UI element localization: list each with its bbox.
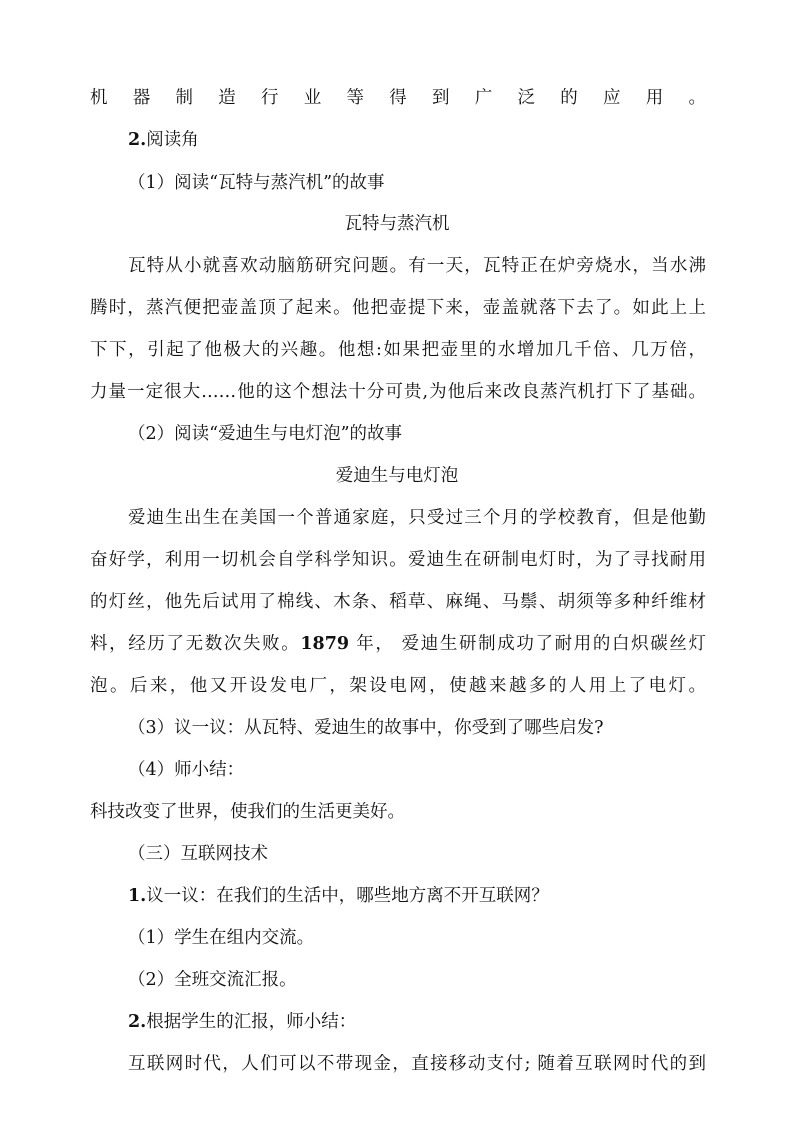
paragraph-line	[0, 548, 706, 572]
subsection-title: （2）阅读“爱迪生与电灯泡”的故事	[128, 424, 403, 444]
paragraph-line	[0, 590, 706, 614]
paragraph-line	[0, 506, 706, 530]
subsection-title: （1）阅读“瓦特与蒸汽机”的故事	[128, 173, 385, 193]
year-number: 1879	[300, 634, 350, 654]
line-text: 泡。后来，他又开设发电厂，架设电网，使越来越多的人用上了电灯。	[90, 676, 706, 696]
story-title-text: 爱迪生与电灯泡	[335, 466, 459, 486]
subsection-title: （2）全班交流汇报。	[128, 970, 297, 990]
line-text: 力量一定很大……他的这个想法十分可贵,为他后来改良蒸汽机打下了基础。	[90, 382, 706, 402]
subsection-title: （4）师小结：	[128, 760, 245, 780]
paragraph-line	[0, 800, 794, 824]
section-heading	[0, 128, 794, 152]
paragraph-line	[0, 254, 706, 278]
paragraph-line	[0, 1052, 706, 1076]
line-text: 料，经历了无数次失败。	[90, 634, 301, 654]
paragraph-line	[0, 296, 706, 320]
subsection-heading	[0, 422, 794, 446]
paragraph-line	[0, 380, 706, 404]
line-text: 的灯丝，他先后试用了棉线、木条、稻草、麻绳、马鬃、胡须等多种纤维材	[90, 592, 706, 612]
paragraph-line	[0, 632, 706, 656]
section-heading	[0, 1010, 794, 1034]
paragraph-line	[0, 338, 706, 362]
line-text: 爱迪生出生在美国一个普通家庭，只受过三个月的学校教育，但是他勤	[128, 508, 706, 528]
section-heading	[0, 884, 794, 908]
section-title: 议一议：在我们的生活中，哪些地方离不开互联网？	[146, 886, 549, 906]
subsection-heading	[0, 716, 794, 740]
section-title: （三）互联网技术	[128, 844, 268, 864]
subsection-heading	[0, 758, 794, 782]
section-title: 根据学生的汇报，师小结：	[146, 1012, 357, 1032]
subsection-heading	[0, 926, 794, 950]
line-text: 年， 爱迪生研制成功了耐用的白炽碳丝灯	[349, 634, 707, 654]
story-title	[0, 212, 794, 236]
line-text: 机器制造行业等得到广泛的应用。	[90, 88, 706, 108]
subsection-title: （3）议一议：从瓦特、爱迪生的故事中，你受到了哪些启发?	[128, 718, 604, 738]
subsection-heading	[0, 968, 794, 992]
section-number: 2.	[128, 1012, 147, 1032]
line-text: 互联网时代，人们可以不带现金，直接移动支付; 随着互联网时代的到	[128, 1054, 706, 1074]
line-text: 腾时，蒸汽便把壶盖顶了起来。他把壶提下来，壶盖就落下去了。如此上上	[90, 298, 706, 318]
section-number: 2.	[128, 130, 147, 150]
line-text: 科技改变了世界，使我们的生活更美好。	[90, 802, 405, 822]
story-title-text: 瓦特与蒸汽机	[344, 214, 450, 234]
section-heading	[0, 842, 794, 866]
section-title: 阅读角	[146, 130, 199, 150]
story-title	[0, 464, 794, 488]
subsection-title: （1）学生在组内交流。	[128, 928, 315, 948]
line-text: 下下，引起了他极大的兴趣。他想:如果把壶里的水增加几千倍、几万倍，	[90, 340, 706, 360]
section-number: 1.	[128, 886, 147, 906]
subsection-heading	[0, 171, 794, 195]
line-text: 奋好学，利用一切机会自学科学知识。爱迪生在研制电灯时，为了寻找耐用	[90, 550, 706, 570]
paragraph-line	[0, 86, 706, 110]
line-text: 瓦特从小就喜欢动脑筋研究问题。有一天，瓦特正在炉旁烧水，当水沸	[128, 256, 706, 276]
paragraph-line	[0, 674, 706, 698]
